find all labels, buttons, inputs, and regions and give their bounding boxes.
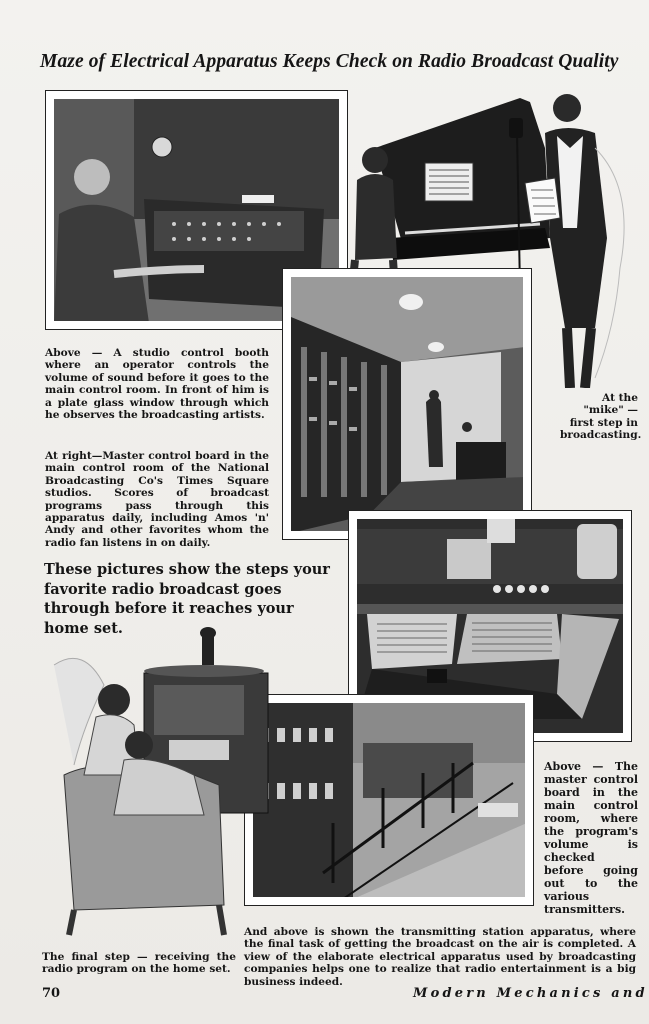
master-control-check-caption: Above — The master control board in the main control room, where the program's volume is checked before going out to the various transmitters.: [544, 760, 638, 916]
page-number: 70: [42, 986, 61, 1001]
promo-text: These pictures show the steps your favorite radio broadcast goes through before it reaches your home set.: [44, 561, 330, 637]
master-board-caption: At right—Master control board in the main control room of the National Broadcasting Co's Times Square studios. Scores of broadcast programs pass through this apparatus daily, including Amos 'n' Andy and other favorites whom the radio fan listens in on daily.: [45, 450, 269, 549]
home-radio-illustration: [44, 625, 274, 940]
transmitting-station-photo: [244, 694, 534, 906]
home-set-caption: The final step — receiving the radio program on the home set.: [42, 951, 236, 976]
master-control-room-photo: [282, 268, 532, 540]
transmitting-caption: And above is shown the transmitting station apparatus, where the final task of getting the broadcast on the air is completed. A view of the elaborate electrical apparatus used by broadcasting companies helps one to realize that radio entertainment is a big business indeed.: [244, 926, 636, 988]
running-title: Modern Mechanics and: [413, 986, 648, 1001]
page-title: Maze of Electrical Apparatus Keeps Check on Radio Broadcast Quality: [40, 51, 619, 72]
mike-caption: At the "mike" —first step in broadcasting.: [560, 392, 642, 442]
control-booth-caption: Above — A studio control booth where an operator controls the volume of sound before it goes to the main control room. In front of him is a plate glass window through which he observes the broadcasting artists.: [45, 347, 269, 422]
